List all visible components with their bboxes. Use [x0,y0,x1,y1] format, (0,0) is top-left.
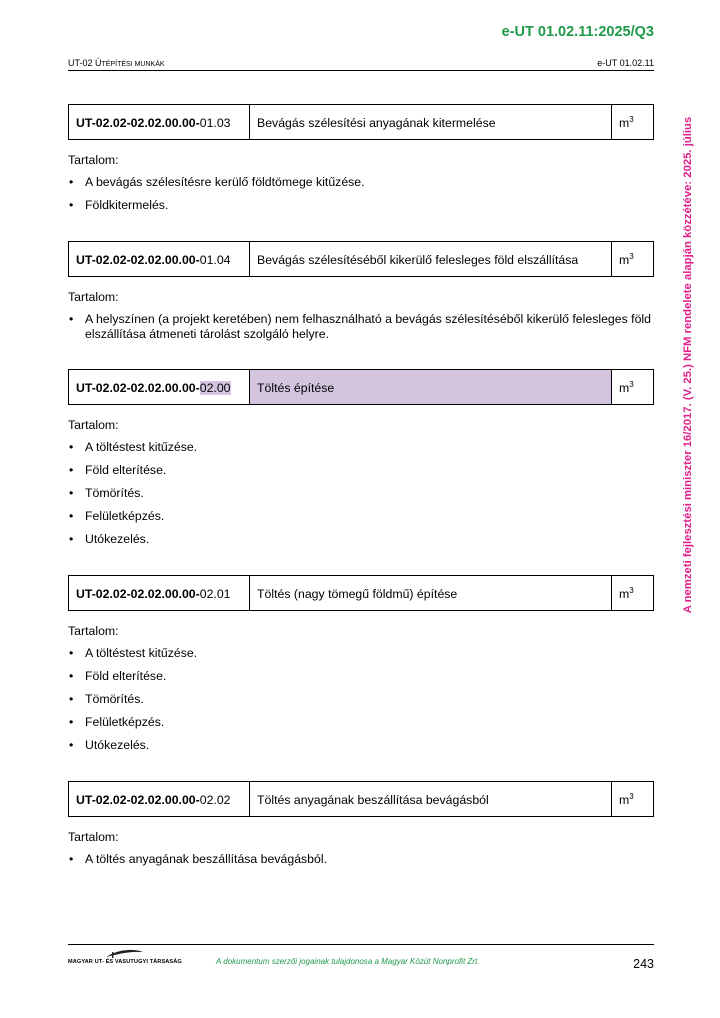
list-item: • Földkitermelés. [68,198,654,213]
content-label: Tartalom: [68,418,119,432]
header-chapter: UT-02 ÚTÉPÍTÉSI MUNKÁK [68,58,165,68]
list-item: • Tömörítés. [68,692,654,707]
item-table [68,575,654,611]
list-item: • Föld elterítése. [68,463,654,478]
header-doc-ref: e-UT 01.02.11 [597,58,654,68]
list-item: • Felületképzés. [68,509,654,524]
item-unit: $m^3$ [612,576,654,611]
section-02-02 [68,781,654,867]
section-01-03 [68,104,654,213]
item-code: UT-02.02-02.02.00.00-01.04 [69,242,250,277]
item-unit: $m^3$ [612,370,654,405]
item-code: UT-02.02-02.02.00.00-01.03 [69,105,250,140]
item-title: Töltés építése [250,370,612,405]
list-item: • A helyszínen (a projekt keretében) nem felhasználható a bevágás szélesítéséből kikerülő felesleges föld elszállítása átmeneti tárolást szolgáló helyre. [68,312,654,342]
list-item: • Utókezelés. [68,738,654,753]
content-label: Tartalom: [68,153,119,167]
list-item: • A töltéstest kitűzése. [68,646,654,661]
footer-rule [68,944,654,945]
list-item: • Felületképzés. [68,715,654,730]
item-table [68,104,654,140]
content-list [68,440,654,547]
section-01-04 [68,241,654,342]
content-list [68,175,654,213]
document-body [68,104,654,875]
item-code: UT-02.02-02.02.00.00-02.00 [69,370,250,405]
logo-text: MAGYAR UT- ÉS VASUTUGYI TÁRSASÁG [68,959,182,965]
item-title: Töltés anyagának beszállítása bevágásból [250,782,612,817]
list-item: • Tömörítés. [68,486,654,501]
content-label: Tartalom: [68,290,119,304]
section-02-00 [68,369,654,547]
item-title: Töltés (nagy tömegű földmű) építése [250,576,612,611]
list-item: • Föld elterítése. [68,669,654,684]
copyright-notice: A dokumentum szerzői jogainak tulajdonosa a Magyar Közút Nonprofit Zrt. [216,957,480,966]
page-number: 243 [633,957,654,971]
document-code: e-UT 01.02.11:2025/Q3 [501,24,654,40]
content-list [68,646,654,753]
item-title: Bevágás szélesítéséből kikerülő felesleges föld elszállítása [250,242,612,277]
header-rule [68,70,654,71]
list-item: • A töltéstest kitűzése. [68,440,654,455]
item-title: Bevágás szélesítési anyagának kitermelése [250,105,612,140]
logo-swoosh-icon [104,948,144,958]
item-unit: $m^3$ [612,782,654,817]
content-list [68,852,654,867]
list-item: • Utókezelés. [68,532,654,547]
item-table [68,781,654,817]
list-item: • A bevágás szélesítésre kerülő földtömege kitűzése. [68,175,654,190]
section-02-01 [68,575,654,753]
content-label: Tartalom: [68,624,119,638]
list-item: • A töltés anyagának beszállítása bevágásból. [68,852,654,867]
item-unit: $m^3$ [612,105,654,140]
society-logo [68,948,182,968]
item-table [68,241,654,277]
item-unit: $m^3$ [612,242,654,277]
content-list [68,312,654,342]
item-code: UT-02.02-02.02.00.00-02.01 [69,576,250,611]
item-table [68,369,654,405]
item-code: UT-02.02-02.02.00.00-02.02 [69,782,250,817]
content-label: Tartalom: [68,830,119,844]
